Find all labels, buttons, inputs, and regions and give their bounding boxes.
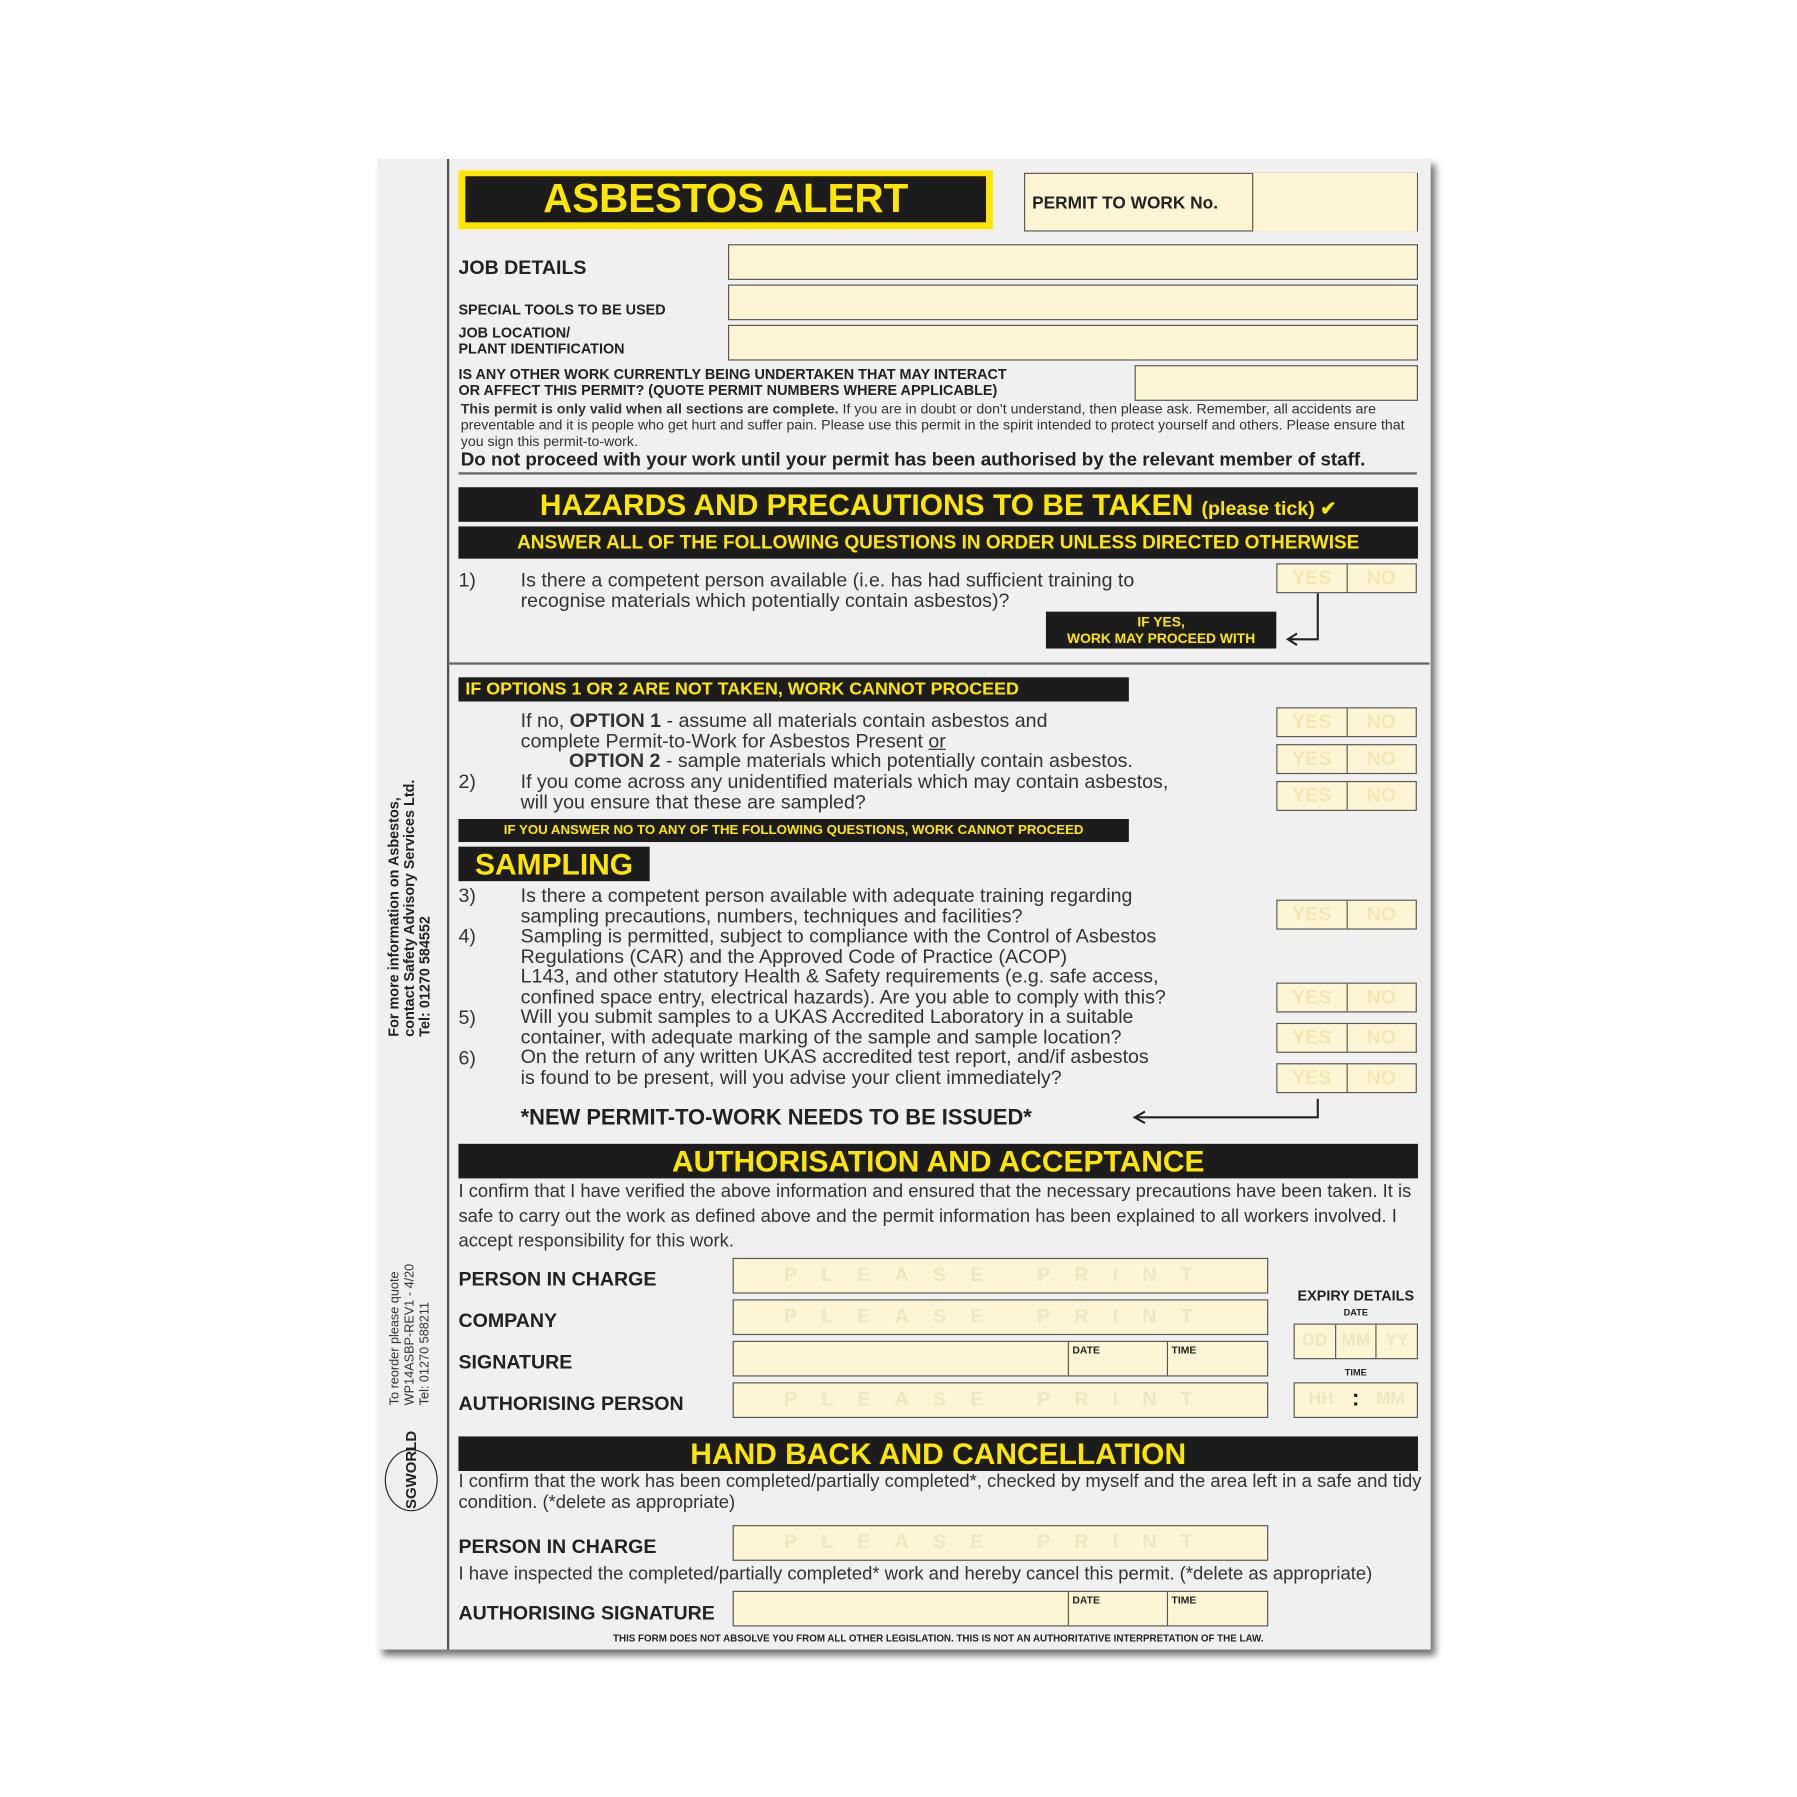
yes-no-checkbox-q6[interactable] bbox=[1276, 1063, 1417, 1093]
question-4-line: Regulations (CAR) and the Approved Code of Practice (ACOP) bbox=[520, 945, 1068, 968]
title-banner bbox=[458, 170, 992, 229]
expiry-details-label: EXPIRY DETAILS bbox=[1297, 1287, 1415, 1304]
option-1-line bbox=[521, 711, 1133, 731]
authorising-signature-input[interactable] bbox=[733, 1591, 1269, 1627]
arrow-icon bbox=[1129, 1094, 1325, 1129]
legal-disclaimer: THIS FORM DOES NOT ABSOLVE YOU FROM ALL OTHER LEGISLATION. THIS IS NOT AN AUTHORITATIVE INTERPRETATION OF THE LAW. bbox=[613, 1632, 1264, 1644]
answer-no-banner: IF YOU ANSWER NO TO ANY OF THE FOLLOWING QUESTIONS, WORK CANNOT PROCEED bbox=[458, 819, 1128, 842]
text: - sample materials which potentially contain asbestos. bbox=[660, 749, 1133, 772]
yes-option[interactable]: YES bbox=[1277, 782, 1347, 810]
authorising-signature-label: AUTHORISING SIGNATURE bbox=[458, 1602, 715, 1625]
no-option[interactable]: NO bbox=[1366, 784, 1397, 807]
question-number: 2) bbox=[458, 770, 476, 793]
handback-heading: HAND BACK AND CANCELLATION bbox=[458, 1436, 1418, 1471]
proceed-warning: Do not proceed with your work until your permit has been authorised by the relevant member of staff. bbox=[460, 449, 1366, 470]
options-warning-banner: IF OPTIONS 1 OR 2 ARE NOT TAKEN, WORK CANNOT PROCEED bbox=[458, 677, 1128, 701]
or-text: or bbox=[928, 729, 946, 752]
text: If no, bbox=[520, 709, 570, 732]
question-5-line: Will you submit samples to a UKAS Accredited Laboratory in a suitable bbox=[520, 1005, 1134, 1028]
sidebar-info bbox=[387, 737, 434, 1036]
hour-field[interactable]: HH bbox=[1308, 1389, 1334, 1409]
question-6-line: On the return of any written UKAS accredited test report, and/if asbestos bbox=[520, 1045, 1149, 1068]
cancel-statement: I have inspected the completed/partially completed* work and hereby cancel this permit. (*delete as appropriate) bbox=[458, 1564, 1373, 1584]
job-details-input[interactable] bbox=[728, 244, 1418, 280]
option-1-label: OPTION 1 bbox=[569, 709, 662, 732]
handback-person-input[interactable]: PLEASE PRINT bbox=[733, 1525, 1269, 1561]
answer-all-banner: ANSWER ALL OF THE FOLLOWING QUESTIONS IN ORDER UNLESS DIRECTED OTHERWISE bbox=[458, 526, 1418, 558]
section-divider bbox=[448, 662, 1429, 664]
yes-no-checkbox-q4[interactable] bbox=[1276, 983, 1417, 1013]
expiry-date-input[interactable] bbox=[1294, 1324, 1418, 1360]
year-field[interactable]: YY bbox=[1385, 1330, 1409, 1351]
company-input[interactable]: PLEASE PRINT bbox=[733, 1299, 1269, 1335]
question-1 bbox=[521, 570, 1135, 610]
job-location-line: PLANT IDENTIFICATION bbox=[458, 340, 625, 358]
yes-no-checkbox-option-1[interactable] bbox=[1276, 707, 1417, 737]
sidebar-info-line: For more information on Asbestos, bbox=[385, 797, 403, 1037]
cancel-time-field[interactable]: TIME bbox=[1167, 1592, 1200, 1625]
question-3-line: sampling precautions, numbers, techniques and facilities? bbox=[520, 904, 1023, 927]
expiry-time-input[interactable] bbox=[1294, 1382, 1418, 1418]
no-option[interactable]: NO bbox=[1366, 1026, 1397, 1049]
if-yes-line: WORK MAY PROCEED WITH bbox=[1067, 630, 1256, 647]
yes-option[interactable]: YES bbox=[1277, 1024, 1347, 1052]
handback-person-label: PERSON IN CHARGE bbox=[458, 1535, 657, 1558]
authorising-person-label: AUTHORISING PERSON bbox=[458, 1392, 684, 1415]
other-work-line: OR AFFECT THIS PERMIT? (QUOTE PERMIT NUMBERS WHERE APPLICABLE) bbox=[458, 382, 998, 399]
expiry-time-label: TIME bbox=[1344, 1367, 1367, 1378]
question-6-line: is found to be present, will you advise your client immediately? bbox=[520, 1066, 1062, 1088]
special-tools-label: SPECIAL TOOLS TO BE USED bbox=[458, 301, 666, 318]
hazards-title: HAZARDS AND PRECAUTIONS TO BE TAKEN bbox=[539, 487, 1194, 522]
yes-option[interactable]: YES bbox=[1277, 745, 1347, 773]
signature-input[interactable] bbox=[733, 1341, 1269, 1377]
signature-time-field[interactable]: TIME bbox=[1167, 1342, 1200, 1375]
no-option[interactable]: NO bbox=[1366, 566, 1397, 589]
if-yes-note bbox=[1046, 612, 1276, 649]
company-label: COMPANY bbox=[458, 1309, 558, 1332]
job-location-input[interactable] bbox=[728, 325, 1418, 361]
yes-no-checkbox-q1[interactable] bbox=[1276, 563, 1417, 593]
signature-date-field[interactable]: DATE bbox=[1068, 1342, 1104, 1375]
day-field[interactable]: DD bbox=[1295, 1325, 1336, 1358]
yes-no-checkbox-q2[interactable] bbox=[1276, 781, 1417, 811]
no-option[interactable]: NO bbox=[1366, 986, 1397, 1008]
yes-no-checkbox-q5[interactable] bbox=[1276, 1023, 1417, 1053]
person-in-charge-label: PERSON IN CHARGE bbox=[458, 1268, 657, 1291]
question-4-line: Sampling is permitted, subject to compliance with the Control of Asbestos bbox=[520, 924, 1157, 947]
sidebar-info-line: Tel: 01270 584552 bbox=[416, 916, 434, 1037]
other-work-line: IS ANY OTHER WORK CURRENTLY BEING UNDERTAKEN THAT MAY INTERACT bbox=[458, 366, 1007, 383]
yes-no-checkbox-option-2[interactable] bbox=[1276, 744, 1417, 774]
no-option[interactable]: NO bbox=[1366, 903, 1397, 925]
question-line: If you come across any unidentified materials which may contain asbestos, bbox=[520, 770, 1169, 793]
cancel-date-field[interactable]: DATE bbox=[1068, 1592, 1104, 1625]
job-details-label: JOB DETAILS bbox=[458, 256, 587, 279]
sgworld-logo-text: SGWORLD bbox=[402, 1430, 420, 1509]
text: complete Permit-to-Work for Asbestos Present bbox=[520, 729, 929, 752]
time-colon: : bbox=[1351, 1385, 1360, 1412]
text: - assume all materials contain asbestos and bbox=[661, 709, 1048, 732]
minute-field[interactable]: MM bbox=[1375, 1389, 1405, 1409]
other-work-input[interactable] bbox=[1135, 365, 1418, 401]
no-option[interactable]: NO bbox=[1366, 710, 1397, 733]
month-field[interactable]: MM bbox=[1336, 1325, 1377, 1358]
yes-option[interactable]: YES bbox=[1277, 901, 1347, 929]
question-5-line: container, with adequate marking of the sample and sample location? bbox=[520, 1025, 1122, 1048]
question-number: 5) bbox=[458, 1006, 476, 1029]
sidebar-divider bbox=[447, 159, 449, 1650]
yes-option[interactable]: YES bbox=[1277, 1064, 1347, 1092]
reorder-line: WP14ASBP-REV1 - 4/20 bbox=[403, 1263, 417, 1406]
other-work-label bbox=[458, 366, 1006, 398]
question-number: 4) bbox=[458, 924, 476, 947]
signature-label: SIGNATURE bbox=[458, 1351, 573, 1374]
sidebar-info-line: contact Safety Advisory Services Ltd. bbox=[401, 779, 418, 1037]
question-4-line: confined space entry, electrical hazards). Are you able to comply with this? bbox=[520, 985, 1166, 1008]
question-number: 3) bbox=[458, 884, 476, 907]
hazards-heading bbox=[458, 487, 1418, 522]
reorder-line: Tel: 01270 588211 bbox=[418, 1301, 432, 1406]
job-location-label bbox=[458, 325, 624, 357]
option-2-line bbox=[521, 751, 1133, 771]
option-1-line bbox=[521, 731, 1133, 751]
notice-text: If you are in doubt or don't understand, then please ask. Remember, all accidents are preventable and it is people who get hurt and suffer pain. Please use this permit in the spirit intended to protect yourself and others. Please ensure that you sign this permit-to-work. bbox=[460, 400, 1405, 449]
permit-number-input[interactable] bbox=[1252, 172, 1417, 231]
sidebar-reorder bbox=[388, 1244, 433, 1405]
no-option[interactable]: NO bbox=[1366, 1066, 1397, 1089]
authorising-person-input[interactable]: PLEASE PRINT bbox=[733, 1382, 1269, 1418]
authorisation-statement: I confirm that I have verified the above information and ensured that the necessary precautions have been taken. It is safe to carry out the work as defined above and the permit information has been explained to all workers involved. I accept responsibility for this work. bbox=[458, 1181, 1412, 1251]
special-tools-input[interactable] bbox=[728, 285, 1418, 321]
divider bbox=[458, 472, 1416, 474]
no-option[interactable]: NO bbox=[1366, 747, 1397, 770]
options-text bbox=[521, 711, 1133, 771]
question-2 bbox=[521, 772, 1169, 812]
question-4-line: L143, and other statutory Health & Safety requirements (e.g. safe access, bbox=[520, 965, 1159, 988]
option-2-label: OPTION 2 bbox=[569, 749, 661, 772]
person-in-charge-input[interactable]: PLEASE PRINT bbox=[733, 1258, 1269, 1294]
handback-statement: I confirm that the work has been completed/partially completed*, checked by myself and the area left in a safe and tidy condition. (*delete as appropriate) bbox=[458, 1472, 1422, 1513]
page-title: ASBESTOS ALERT bbox=[465, 176, 986, 222]
yes-no-checkbox-q3[interactable] bbox=[1276, 900, 1417, 930]
new-permit-note: *NEW PERMIT-TO-WORK NEEDS TO BE ISSUED* bbox=[520, 1105, 1032, 1131]
please-tick-label: (please tick) ✔ bbox=[1201, 497, 1337, 520]
expiry-date-label: DATE bbox=[1343, 1307, 1368, 1318]
permit-number-box bbox=[1024, 173, 1418, 232]
sampling-heading: SAMPLING bbox=[458, 847, 649, 882]
job-location-line: JOB LOCATION/ bbox=[458, 324, 571, 341]
question-3-line: Is there a competent person available with adequate training regarding bbox=[520, 884, 1133, 907]
permit-number-label: PERMIT TO WORK No. bbox=[1032, 193, 1219, 214]
question-number: 1) bbox=[458, 569, 476, 591]
reorder-line: To reorder please quote bbox=[388, 1271, 403, 1406]
yes-option[interactable]: YES bbox=[1277, 564, 1347, 592]
arrow-icon bbox=[1279, 593, 1325, 651]
validity-notice bbox=[461, 402, 1417, 450]
sampling-questions bbox=[521, 886, 1166, 1088]
if-yes-line: IF YES, bbox=[1137, 613, 1185, 631]
question-number: 6) bbox=[458, 1047, 476, 1069]
yes-option[interactable]: YES bbox=[1277, 984, 1347, 1012]
question-line: Is there a competent person available (i.e. has had sufficient training to bbox=[520, 569, 1135, 591]
question-line: recognise materials which potentially contain asbestos)? bbox=[520, 589, 1010, 612]
authorisation-heading: AUTHORISATION AND ACCEPTANCE bbox=[458, 1144, 1418, 1179]
question-line: will you ensure that these are sampled? bbox=[520, 790, 866, 813]
notice-bold: This permit is only valid when all sections are complete. bbox=[460, 400, 839, 417]
yes-option[interactable]: YES bbox=[1277, 708, 1347, 736]
